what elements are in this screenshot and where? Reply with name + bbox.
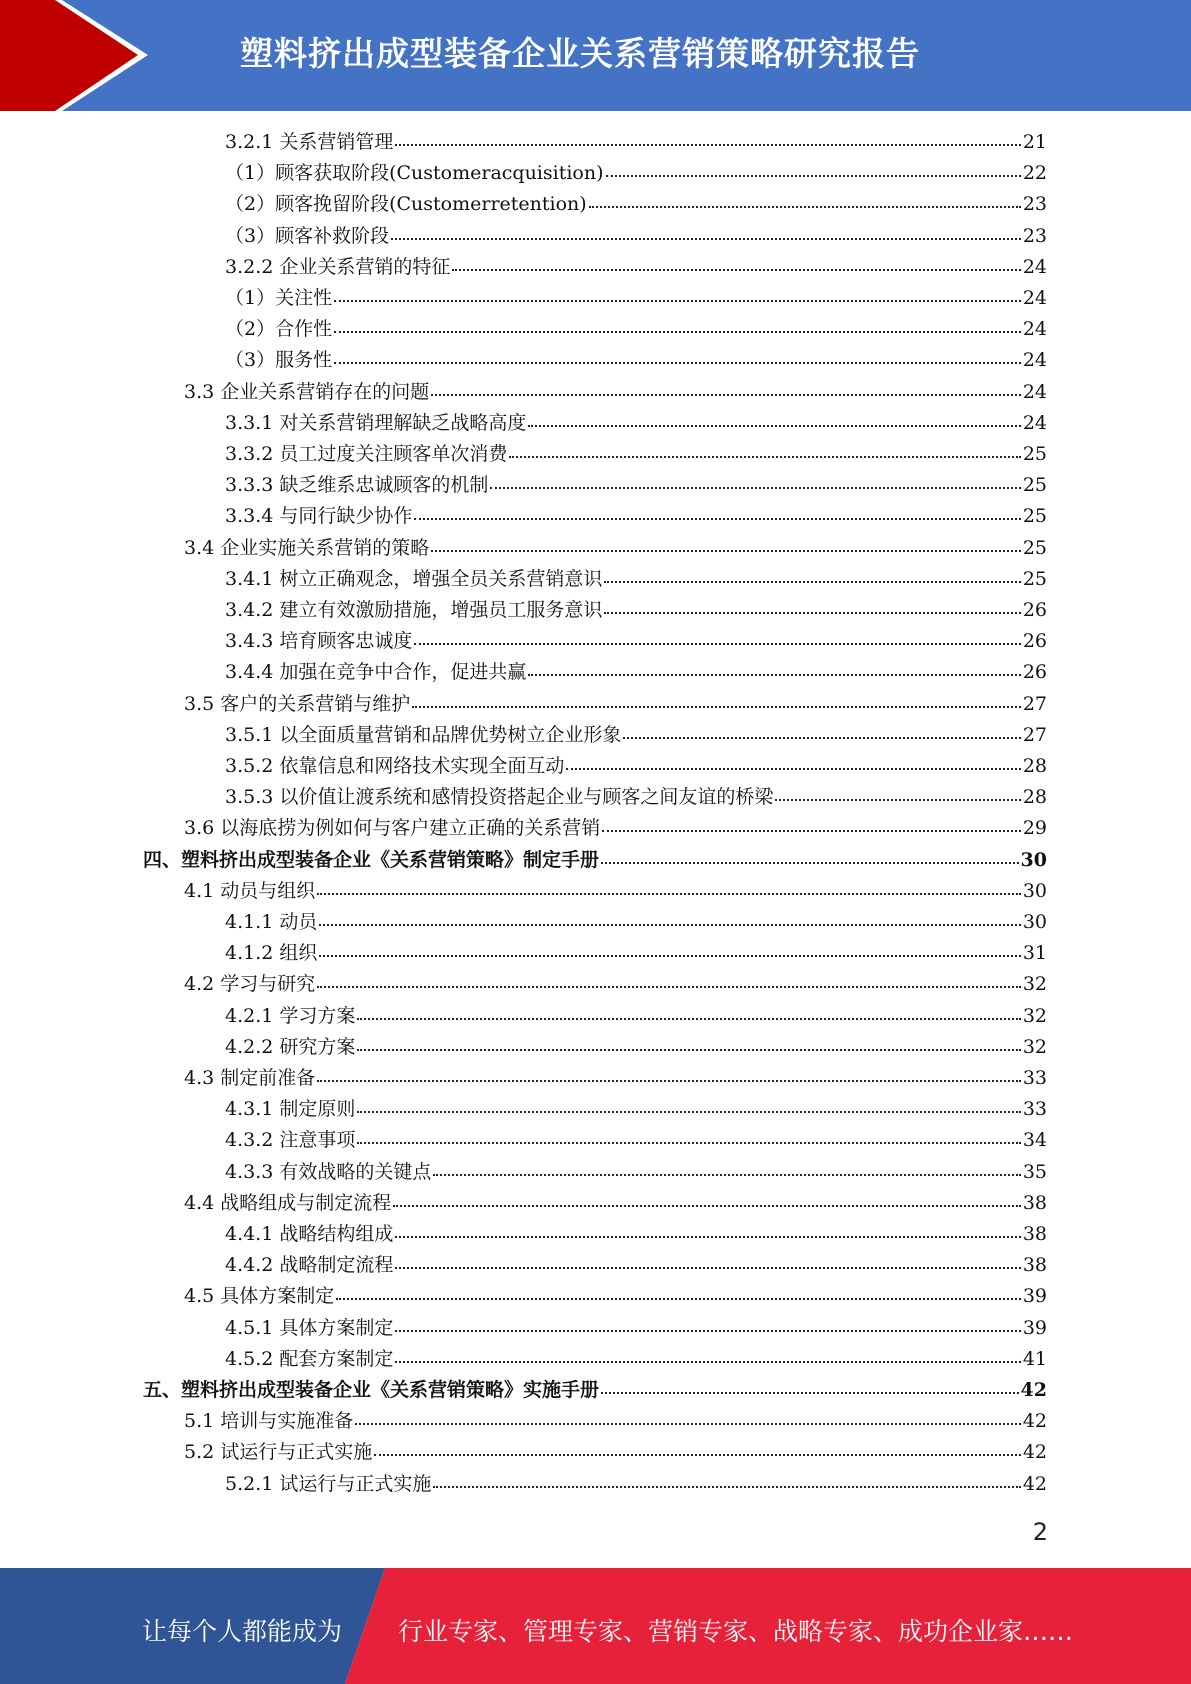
toc-dot-leader <box>623 733 1020 739</box>
toc-entry-page: 33 <box>1022 1067 1047 1089</box>
toc-entry-title: 3.3.3 缺乏维系忠诚顾客的机制 <box>225 474 489 497</box>
toc-dot-leader <box>395 1232 1020 1238</box>
toc-entry-page: 42 <box>1022 1441 1047 1464</box>
toc-entry-title: 4.3.1 制定原则 <box>225 1098 356 1121</box>
toc-dot-leader <box>336 1294 1021 1300</box>
toc-entry[interactable] <box>225 1313 1047 1344</box>
toc-dot-leader <box>433 1170 1020 1176</box>
toc-dot-leader <box>775 795 1020 801</box>
toc-entry-page: 28 <box>1022 755 1047 777</box>
toc-dot-leader <box>334 327 1021 333</box>
toc-entry-title: 5.2 试运行与正式实施 <box>184 1441 373 1464</box>
toc-entry-page: 26 <box>1022 630 1047 653</box>
toc-entry-title: 5.1 培训与实施准备 <box>184 1410 354 1433</box>
page-footer <box>0 1568 1191 1684</box>
toc-entry[interactable] <box>143 845 1047 876</box>
toc-dot-leader <box>317 982 1021 988</box>
toc-entry-title: （3）顾客补救阶段 <box>225 224 390 247</box>
toc-entry-page: 35 <box>1022 1160 1047 1183</box>
toc-entry-title: 3.5.1 以全面质量营销和品牌优势树立企业形象 <box>225 723 622 746</box>
toc-dot-leader <box>357 1045 1020 1051</box>
toc-entry[interactable] <box>225 158 1047 189</box>
toc-entry-title: 4.4.2 战略制定流程 <box>225 1254 394 1277</box>
toc-dot-leader <box>601 858 1019 864</box>
toc-entry-title: 4.4.1 战略结构组成 <box>225 1223 394 1245</box>
toc-entry-title: 4.3 制定前准备 <box>184 1067 316 1089</box>
toc-entry-page: 41 <box>1022 1347 1047 1370</box>
toc-dot-leader <box>393 1201 1021 1207</box>
toc-entry-title: 4.3.3 有效战略的关键点 <box>225 1160 432 1183</box>
header-arrow-decoration <box>0 0 160 111</box>
toc-dot-leader <box>357 1107 1020 1113</box>
toc-entry[interactable] <box>225 1469 1047 1500</box>
toc-entry[interactable] <box>225 1219 1047 1250</box>
toc-dot-leader <box>414 514 1020 520</box>
toc-entry-page: 39 <box>1022 1316 1047 1339</box>
toc-entry-page: 25 <box>1022 567 1047 590</box>
toc-entry-title: 3.2.1 关系营销管理 <box>225 131 394 153</box>
toc-dot-leader <box>601 1388 1019 1394</box>
toc-dot-leader <box>391 234 1021 240</box>
toc-entry-title: 4.1.1 动员 <box>225 911 318 933</box>
toc-entry-page: 28 <box>1022 786 1047 809</box>
toc-dot-leader <box>509 452 1020 458</box>
toc-entry-page: 38 <box>1022 1254 1047 1277</box>
toc-dot-leader <box>319 920 1020 926</box>
toc-entry-page: 24 <box>1022 411 1047 434</box>
footer-slogan-left: 让每个人都能成为 <box>142 1617 343 1646</box>
toc-dot-leader <box>604 608 1020 614</box>
toc-entry-page: 38 <box>1022 1191 1047 1214</box>
toc-dot-leader <box>395 140 1020 146</box>
toc-entry[interactable] <box>184 876 1047 907</box>
toc-entry[interactable] <box>225 252 1047 283</box>
toc-entry-title: 3.5.3 以价值让渡系统和感情投资搭起企业与顾客之间友谊的桥梁 <box>225 786 774 809</box>
toc-entry-page: 24 <box>1022 349 1047 372</box>
toc-dot-leader <box>334 296 1021 302</box>
toc-entry[interactable] <box>225 1125 1047 1156</box>
toc-entry-page: 25 <box>1022 443 1047 465</box>
toc-entry[interactable] <box>184 689 1047 720</box>
toc-entry-page: 25 <box>1022 474 1047 497</box>
toc-entry[interactable] <box>225 1344 1047 1375</box>
toc-dot-leader <box>604 577 1020 583</box>
toc-entry[interactable] <box>225 751 1047 782</box>
toc-entry-title: 4.3.2 注意事项 <box>225 1129 356 1152</box>
toc-entry[interactable] <box>184 1437 1047 1468</box>
toc-entry-title: （3）服务性 <box>225 349 333 372</box>
toc-entry-page: 42 <box>1022 1472 1047 1495</box>
toc-entry-page: 23 <box>1022 224 1047 247</box>
toc-entry-title: 4.5.1 具体方案制定 <box>225 1316 394 1339</box>
toc-entry-title: 3.5.2 依靠信息和网络技术实现全面互动 <box>225 755 565 777</box>
page-number: 2 <box>1032 1518 1048 1546</box>
toc-entry-page: 31 <box>1022 942 1047 965</box>
toc-entry-page: 42 <box>1022 1410 1047 1433</box>
toc-entry-title: 3.4.3 培育顾客忠诚度 <box>225 630 413 653</box>
toc-entry[interactable] <box>225 907 1047 938</box>
page-header <box>0 0 1191 111</box>
toc-dot-leader <box>357 1138 1020 1144</box>
toc-entry-title: 3.3.1 对关系营销理解缺乏战略高度 <box>225 411 527 434</box>
toc-dot-leader <box>334 358 1021 364</box>
toc-dot-leader <box>602 826 1021 832</box>
toc-entry[interactable] <box>184 1063 1047 1094</box>
toc-entry-page: 33 <box>1022 1098 1047 1121</box>
toc-entry-page: 32 <box>1022 973 1047 996</box>
toc-entry[interactable] <box>184 1281 1047 1312</box>
toc-entry-title: 4.2 学习与研究 <box>184 973 316 996</box>
toc-entry[interactable] <box>225 782 1047 813</box>
toc-entry-page: 42 <box>1020 1379 1047 1401</box>
toc-entry[interactable] <box>225 626 1047 657</box>
toc-entry-page: 34 <box>1022 1129 1047 1152</box>
toc-entry-title: （2）顾客挽留阶段(Customerretention) <box>225 193 587 216</box>
toc-entry-page: 32 <box>1022 1004 1047 1027</box>
toc-entry-page: 27 <box>1022 723 1047 746</box>
footer-slogan-right: 行业专家、管理专家、营销专家、战略专家、成功企业家…… <box>398 1617 1074 1646</box>
toc-entry[interactable] <box>225 314 1047 345</box>
toc-entry[interactable] <box>225 1157 1047 1188</box>
toc-dot-leader <box>528 421 1020 427</box>
toc-entry-title: 五、塑料挤出成型装备企业《关系营销策略》实施手册 <box>143 1379 600 1401</box>
toc-entry-page: 27 <box>1022 692 1047 715</box>
toc-dot-leader <box>528 670 1020 676</box>
toc-dot-leader <box>319 951 1020 957</box>
toc-entry-title: 3.5 客户的关系营销与维护 <box>184 692 411 715</box>
toc-entry-title: 3.4.4 加强在竞争中合作，促进共赢 <box>225 661 527 684</box>
toc-entry-page: 24 <box>1022 380 1047 403</box>
toc-entry-page: 24 <box>1022 287 1047 309</box>
toc-dot-leader <box>395 1326 1020 1332</box>
toc-entry-title: 4.5 具体方案制定 <box>184 1285 335 1308</box>
document-title: 塑料挤出成型装备企业关系营销策略研究报告 <box>240 34 920 73</box>
toc-entry-page: 32 <box>1022 1035 1047 1058</box>
toc-entry[interactable] <box>184 969 1047 1000</box>
toc-entry-title: （1）关注性 <box>225 287 333 309</box>
toc-entry-title: 3.3 企业关系营销存在的问题 <box>184 380 430 403</box>
toc-entry-title: 3.3.4 与同行缺少协作 <box>225 505 413 528</box>
toc-entry[interactable] <box>225 720 1047 751</box>
toc-entry[interactable] <box>225 221 1047 252</box>
toc-entry-page: 39 <box>1022 1285 1047 1308</box>
toc-entry[interactable] <box>184 1406 1047 1437</box>
toc-entry-page: 24 <box>1022 318 1047 341</box>
toc-entry[interactable] <box>225 1094 1047 1125</box>
toc-dot-leader <box>317 889 1021 895</box>
toc-dot-leader <box>317 1076 1021 1082</box>
toc-entry[interactable] <box>225 1032 1047 1063</box>
toc-entry-title: 5.2.1 试运行与正式实施 <box>225 1472 432 1495</box>
toc-entry-title: 4.2.2 研究方案 <box>225 1035 356 1058</box>
toc-entry[interactable] <box>225 470 1047 501</box>
toc-dot-leader <box>433 1482 1020 1488</box>
toc-entry[interactable] <box>225 657 1047 688</box>
toc-entry-page: 22 <box>1022 162 1047 185</box>
toc-dot-leader <box>606 171 1021 177</box>
toc-entry[interactable] <box>184 377 1047 408</box>
toc-entry-page: 25 <box>1022 536 1047 559</box>
toc-entry[interactable] <box>143 1375 1047 1406</box>
toc-entry-page: 30 <box>1020 848 1047 871</box>
toc-entry-title: 4.1 动员与组织 <box>184 879 316 902</box>
toc-entry-title: 4.1.2 组织 <box>225 942 318 965</box>
toc-entry[interactable] <box>225 938 1047 969</box>
toc-entry[interactable] <box>225 1001 1047 1032</box>
toc-dot-leader <box>566 764 1020 770</box>
toc-entry-title: 四、塑料挤出成型装备企业《关系营销策略》制定手册 <box>143 848 600 871</box>
toc-entry[interactable] <box>225 408 1047 439</box>
toc-dot-leader <box>452 265 1020 271</box>
toc-entry[interactable] <box>225 189 1047 220</box>
toc-entry[interactable] <box>225 345 1047 376</box>
toc-entry-page: 23 <box>1022 193 1047 216</box>
toc-dot-leader <box>395 1263 1020 1269</box>
toc-entry[interactable] <box>225 501 1047 532</box>
toc-entry-title: 3.2.2 企业关系营销的特征 <box>225 255 451 278</box>
toc-entry-page: 26 <box>1022 599 1047 621</box>
toc-entry[interactable] <box>225 283 1047 314</box>
toc-entry-title: 3.4.2 建立有效激励措施，增强员工服务意识 <box>225 599 603 621</box>
toc-dot-leader <box>412 702 1021 708</box>
toc-entry-title: 4.5.2 配套方案制定 <box>225 1347 394 1370</box>
toc-dot-leader <box>414 639 1020 645</box>
toc-entry[interactable] <box>184 813 1047 844</box>
toc-entry-page: 30 <box>1022 879 1047 902</box>
toc-entry[interactable] <box>225 1250 1047 1281</box>
toc-entry[interactable] <box>225 564 1047 595</box>
toc-dot-leader <box>589 202 1021 208</box>
toc-entry-title: （2）合作性 <box>225 318 333 341</box>
toc-entry[interactable] <box>184 533 1047 564</box>
toc-entry-page: 30 <box>1022 911 1047 933</box>
toc-entry[interactable] <box>184 1188 1047 1219</box>
toc-entry-title: 3.4 企业实施关系营销的策略 <box>184 536 430 559</box>
toc-entry-page: 38 <box>1022 1223 1047 1245</box>
toc-entry[interactable] <box>225 439 1047 470</box>
toc-dot-leader <box>357 1014 1020 1020</box>
toc-entry-title: 3.3.2 员工过度关注顾客单次消费 <box>225 443 508 465</box>
toc-entry-title: 3.6 以海底捞为例如何与客户建立正确的关系营销 <box>184 817 601 840</box>
toc-dot-leader <box>490 483 1020 489</box>
toc-entry-page: 25 <box>1022 505 1047 528</box>
toc-dot-leader <box>395 1357 1020 1363</box>
toc-entry-page: 26 <box>1022 661 1047 684</box>
toc-entry-title: 3.4.1 树立正确观念，增强全员关系营销意识 <box>225 567 603 590</box>
toc-dot-leader <box>431 546 1021 552</box>
toc-entry-page: 29 <box>1022 817 1047 840</box>
toc-entry-title: 4.2.1 学习方案 <box>225 1004 356 1027</box>
toc-entry-title: （1）顾客获取阶段(Customeracquisition) <box>225 162 604 185</box>
toc-dot-leader <box>374 1450 1021 1456</box>
toc-dot-leader <box>355 1419 1021 1425</box>
toc-entry-page: 24 <box>1022 255 1047 278</box>
toc-entry[interactable] <box>225 595 1047 626</box>
toc-entry-page: 21 <box>1022 131 1047 153</box>
toc-dot-leader <box>431 390 1021 396</box>
toc-entry-title: 4.4 战略组成与制定流程 <box>184 1191 392 1214</box>
toc-entry[interactable] <box>225 127 1047 158</box>
